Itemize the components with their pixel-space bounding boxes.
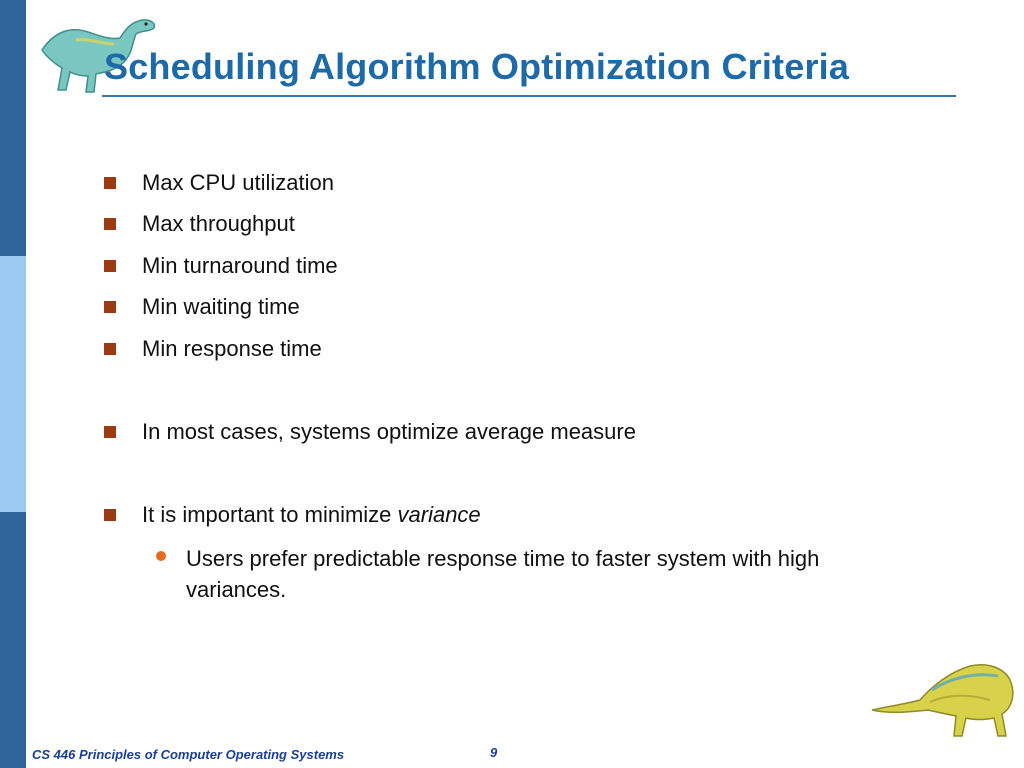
title-underline <box>102 95 956 97</box>
footer-page-number: 9 <box>490 745 498 760</box>
bullet-max-throughput: Max throughput <box>142 211 295 236</box>
footer-course: CS 446 Principles of Computer Operating Systems <box>32 747 345 762</box>
side-bar <box>0 0 26 768</box>
bullet-min-turnaround-time: Min turnaround time <box>142 253 338 278</box>
bullet-marker <box>104 426 116 438</box>
sub-bullet-predictable-response: Users prefer predictable response time to faster system with high variances. <box>186 546 820 602</box>
bullet-marker <box>104 301 116 313</box>
variance-emphasis: variance <box>397 502 481 527</box>
bullet-minimize-variance <box>142 502 481 528</box>
bullet-marker <box>104 218 116 230</box>
sub-bullet-marker <box>156 551 166 561</box>
bullet-max-cpu-utilization: Max CPU utilization <box>142 170 334 195</box>
bullet-min-waiting-time: Min waiting time <box>142 294 300 319</box>
bullet-average-measure: In most cases, systems optimize average measure <box>142 419 636 444</box>
bullet-marker <box>104 509 116 521</box>
bullet-marker <box>104 260 116 272</box>
bullet-marker <box>104 177 116 189</box>
side-bar-highlight <box>0 256 26 512</box>
dinosaur-icon-bottom <box>870 660 1020 742</box>
slide-title: Scheduling Algorithm Optimization Criteria <box>104 46 850 87</box>
bullet-min-response-time: Min response time <box>142 336 322 361</box>
bullet-marker <box>104 343 116 355</box>
variance-bullet-prefix: It is important to minimize <box>142 502 398 527</box>
